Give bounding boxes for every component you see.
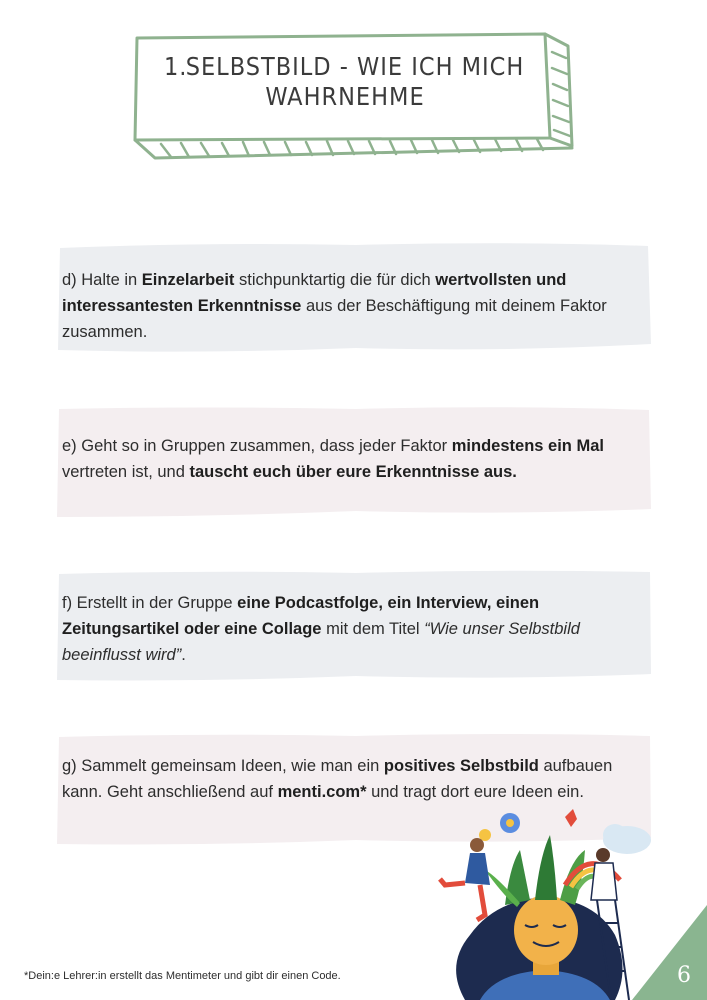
mind-garden-illustration (425, 805, 665, 1000)
task-text-f: f) Erstellt in der Gruppe eine Podcastfolge, ein Interview, einen Zeitungsartikel oder eine Collage mit dem Titel “Wie unser Selbstbild beeinflusst wird”. (62, 594, 580, 664)
title-line-1: SELBSTBILD - WIE ICH MICH (185, 52, 525, 81)
task-card-f (56, 568, 651, 683)
title-number: 1. (164, 52, 188, 81)
page-number: 6 (677, 963, 691, 988)
page-corner-decoration (632, 905, 707, 1000)
title-line-2: WAHRNEHME (265, 82, 425, 111)
task-text-d: d) Halte in Einzelarbeit stichpunktartig die für dich wertvollsten und interessantesten Erkenntnisse aus der Beschäftigung mit deinem Faktor zusammen. (62, 271, 607, 341)
page-title (140, 52, 540, 112)
task-card-e (56, 405, 651, 520)
footnote: *Dein:e Lehrer:in erstellt das Mentimeter und gibt dir einen Code. (24, 970, 341, 982)
task-card-d (56, 240, 651, 355)
task-text-g: g) Sammelt gemeinsam Ideen, wie man ein positives Selbstbild aufbauen kann. Geht anschließend auf menti.com* und tragt dort eure Ideen ein. (62, 757, 613, 801)
task-text-e: e) Geht so in Gruppen zusammen, dass jeder Faktor mindestens ein Mal vertreten ist, und tauscht euch über eure Erkenntnisse aus. (62, 437, 604, 481)
